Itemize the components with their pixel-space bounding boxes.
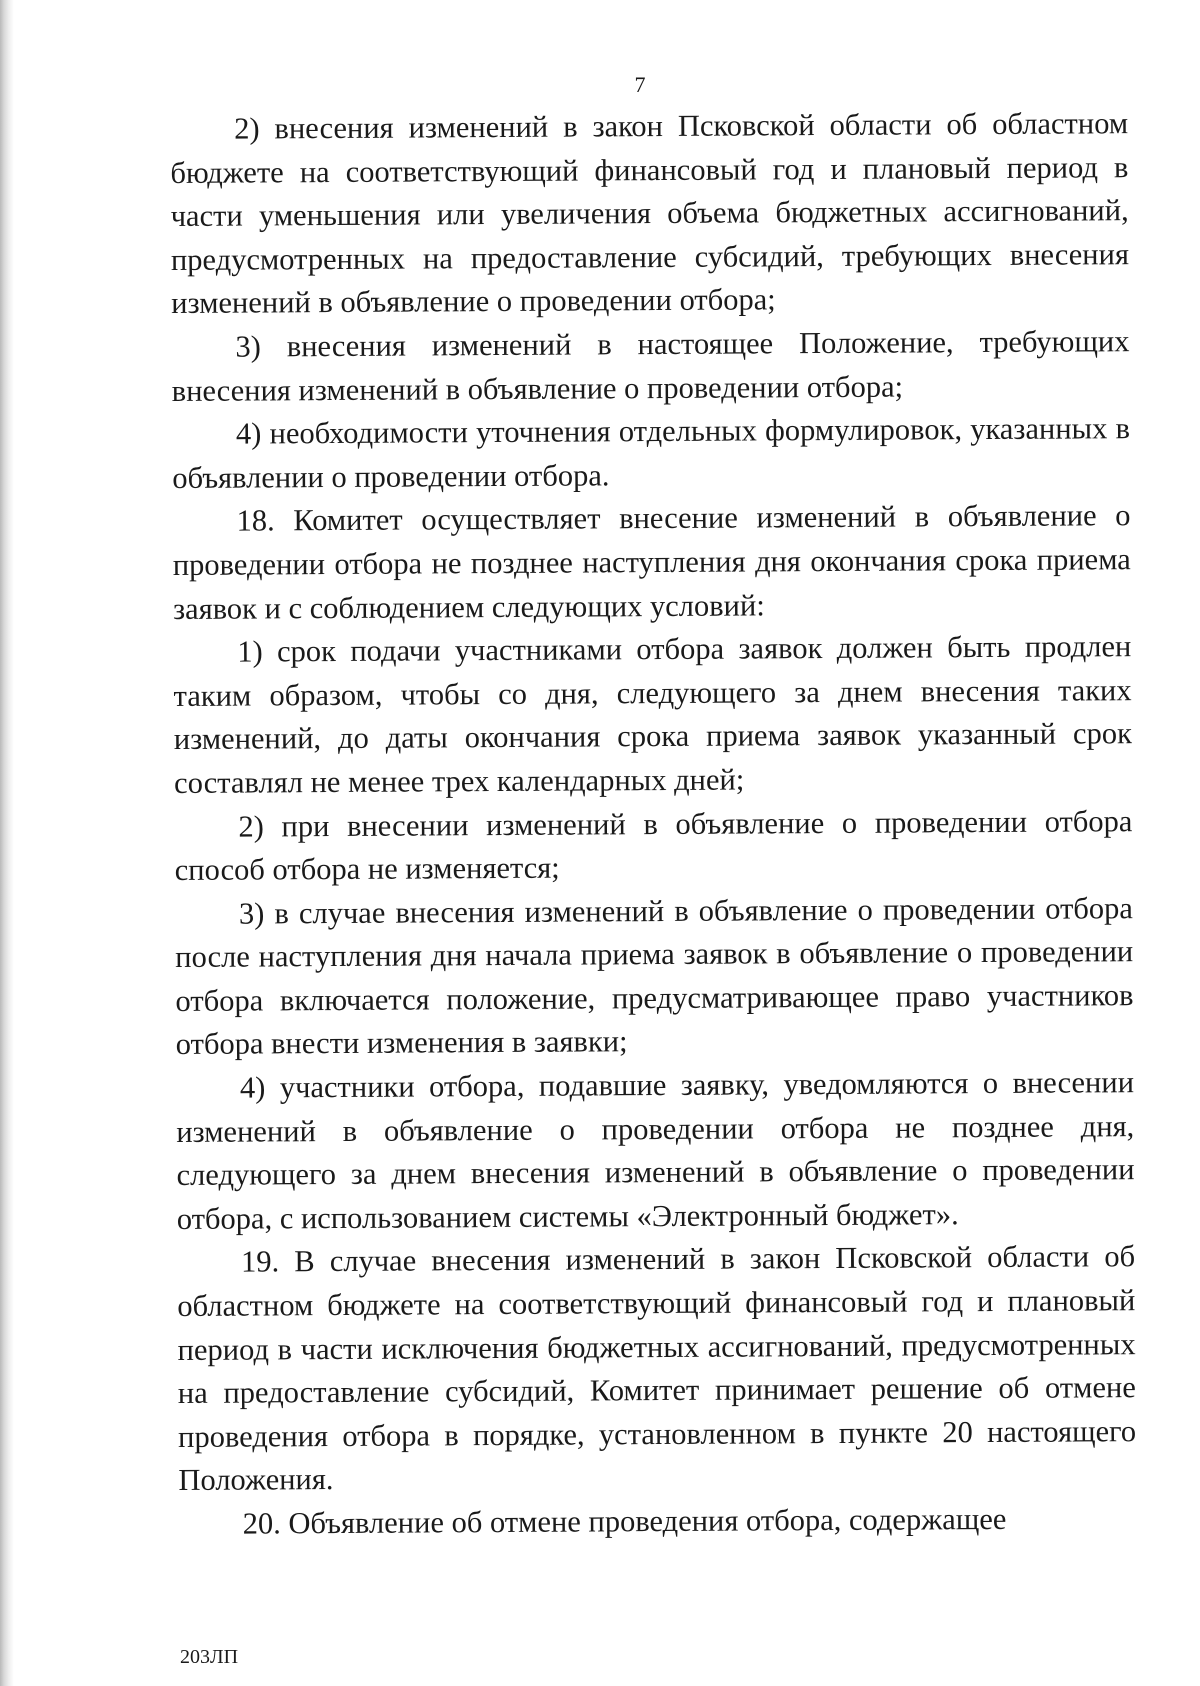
paragraph-item-3: 3) внесения изменений в настоящее Положение, требующих внесения изменений в объявление о проведении отбора; (171, 324, 1130, 408)
paragraph-clause-18: 18. Комитет осуществляет внесение изменений в объявление о проведении отбора не позднее наступления дня окончания срока приема заявок и с соблюдением следующих условий: (172, 498, 1131, 626)
document-body (170, 102, 1137, 1546)
paragraph-condition-1: 1) срок подачи участниками отбора заявок должен быть продлен таким образом, чтобы со дня, следующего за днем внесения таких изменений, до даты окончания срока приема заявок указанный срок составлял не менее трех календарных дней; (173, 629, 1132, 800)
footer-code: 203ЛП (180, 1646, 239, 1668)
paragraph-item-2: 2) внесения изменений в закон Псковской области об областном бюджете на соответствующий финансовый год и плановый период в части уменьшения или увеличения объема бюджетных ассигнований, предусмотренных на предоставление субсидий, требующих внесения изменений в объявление о проведении отбора; (170, 106, 1130, 321)
paragraph-clause-20: 20. Объявление об отмене проведения отбора, содержащее (242, 1501, 1007, 1541)
paragraph-item-4: 4) необходимости уточнения отдельных формулировок, указанных в объявлении о проведении отбора. (172, 411, 1131, 495)
paragraph-clause-19: 19. В случае внесения изменений в закон Псковской области об областном бюджете на соответствующий финансовый год и плановый период в части исключения бюджетных ассигнований, предусмотренных на предоставление субсидий, Комитет принимает решение об отмене проведения отбора в порядке, установленном в пункте 20 настоящего Положения. (177, 1239, 1137, 1498)
paragraph-condition-3: 3) в случае внесения изменений в объявление о проведении отбора после наступления дня начала приема заявок в объявление о проведении отбора включается положение, предусматривающее право участников отбора внести изменения в заявки; (175, 890, 1134, 1062)
paragraph-condition-2: 2) при внесении изменений в объявление о проведении отбора способ отбора не изменяется; (174, 803, 1133, 888)
page-number: 7 (634, 72, 646, 97)
scan-edge (0, 0, 14, 1686)
paragraph-condition-4: 4) участники отбора, подавшие заявку, уведомляются о внесении изменений в объявление о проведении отбора не позднее дня, следующего за днем внесения изменений в объявление о проведении отбора, с использованием системы «Электронный бюджет». (176, 1065, 1135, 1236)
